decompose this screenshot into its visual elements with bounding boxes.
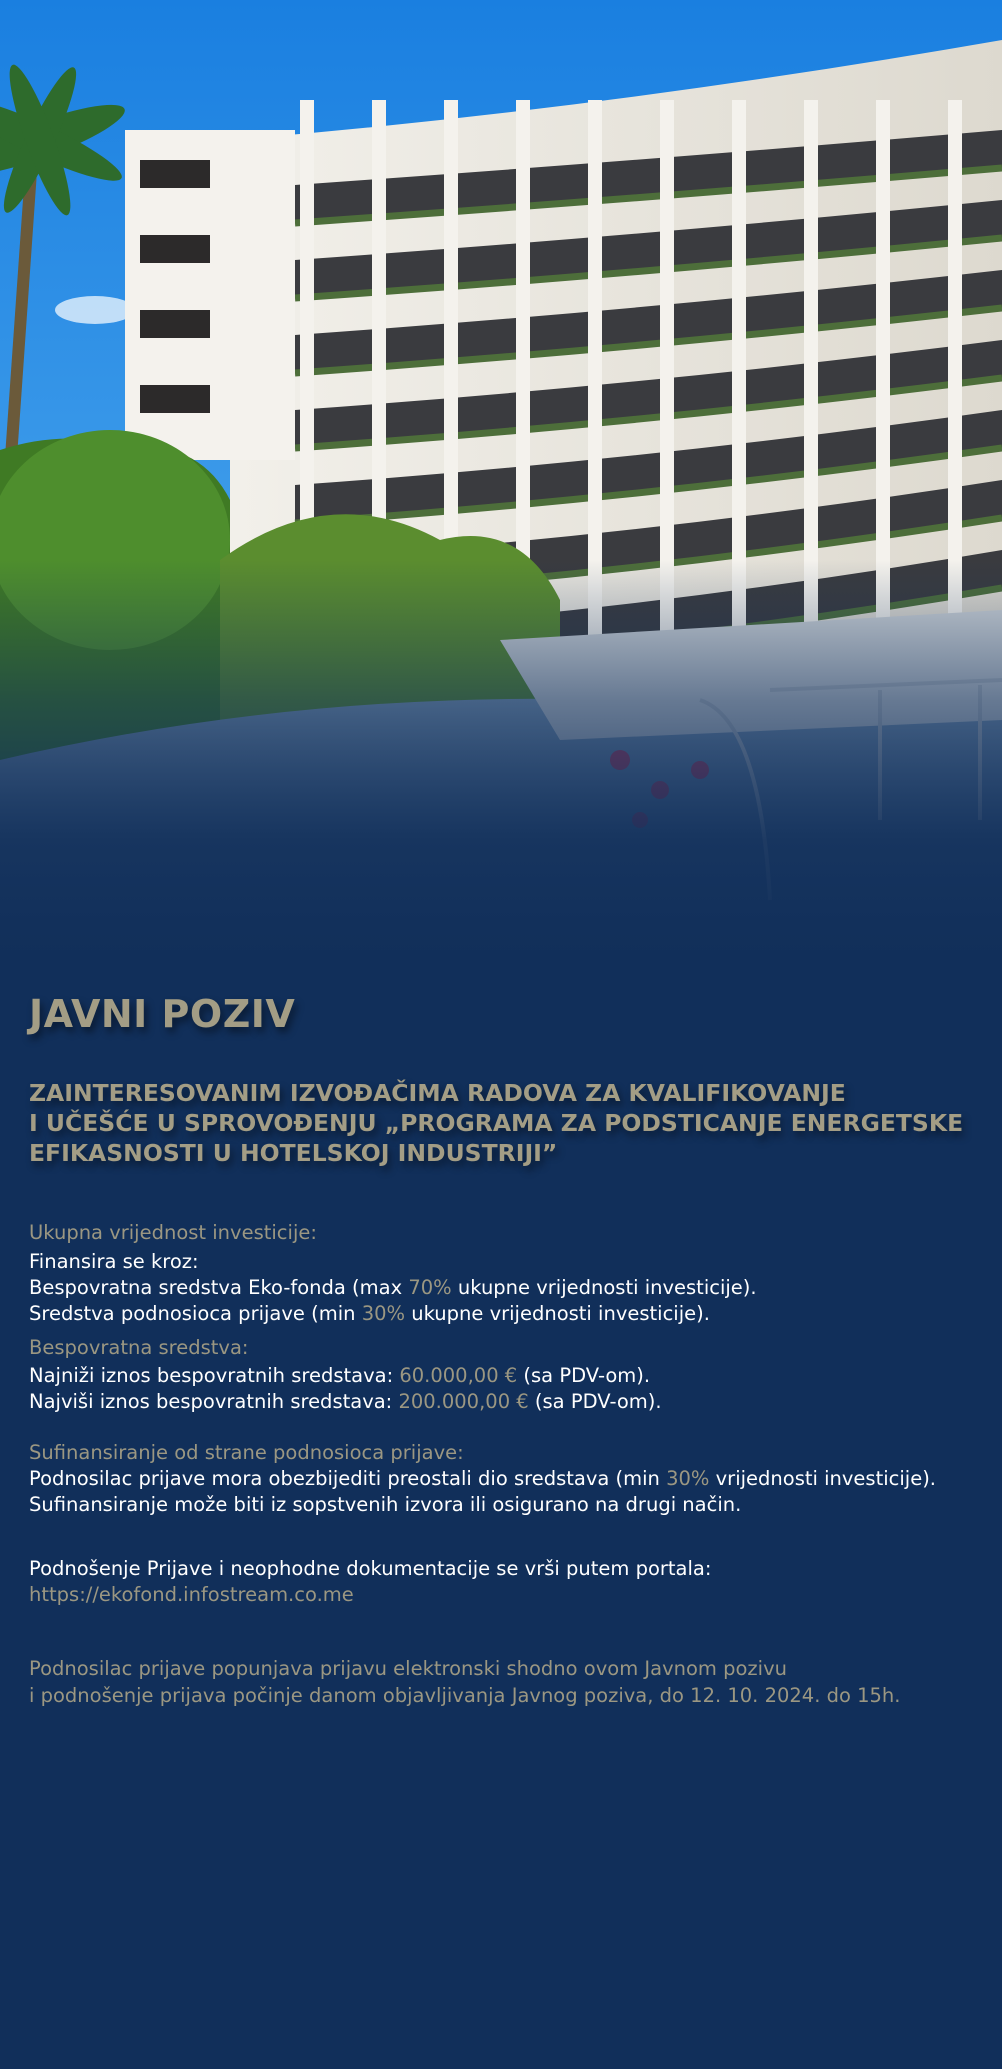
subtitle-line: I UČEŠĆE U SPROVOĐENJU „PROGRAMA ZA PODSTICANJE ENERGETSKE <box>29 1109 964 1137</box>
own-share-text: Sredstva podnosioca prijave (min 30% ukupne vrijednosti investicije). <box>29 1302 710 1325</box>
investment-heading: Ukupna vrijednost investicije: <box>29 1221 317 1244</box>
grant-percent: 70% <box>408 1276 452 1299</box>
page-title: JAVNI POZIV <box>29 992 296 1036</box>
grant-max-text: Najviši iznos bespovratnih sredstava: 200.000,00 € (sa PDV-om). <box>29 1390 662 1413</box>
own-percent: 30% <box>361 1302 406 1325</box>
subtitle-line: EFIKASNOSTI U HOTELSKOJ INDUSTRIJI” <box>29 1139 558 1167</box>
grant-min-value: 60.000,00 € <box>399 1364 518 1387</box>
grants-heading: Bespovratna sredstva: <box>29 1336 249 1359</box>
notice-line: Podnosilac prijave popunjava prijavu elektronski shodno ovom Javnom pozivu <box>29 1657 787 1680</box>
cofinancing-percent: 30% <box>666 1467 710 1490</box>
subtitle-line: ZAINTERESOVANIM IZVOĐAČIMA RADOVA ZA KVALIFIKOVANJE <box>29 1079 846 1107</box>
funded-label: Finansira se kroz: <box>29 1250 199 1273</box>
cofinancing-sources-text: Sufinansiranje može biti iz sopstvenih izvora ili osigurano na drugi način. <box>29 1493 742 1516</box>
cofinancing-heading: Sufinansiranje od strane podnosioca prijave: <box>29 1441 464 1464</box>
cofinancing-text: Podnosilac prijave mora obezbijediti preostali dio sredstava (min 30% vrijednosti investicije). <box>29 1467 937 1490</box>
portal-link[interactable]: https://ekofond.infostream.co.me <box>29 1583 354 1606</box>
hero-fade-overlay <box>0 560 1002 960</box>
announcement-subtitle <box>29 1078 989 1168</box>
grant-min-text: Najniži iznos bespovratnih sredstava: 60.000,00 € (sa PDV-om). <box>29 1364 651 1387</box>
notice-line: i podnošenje prijava počinje danom objavljivanja Javnog poziva, do 12. 10. 2024. do 15h. <box>29 1684 901 1707</box>
submission-text: Podnošenje Prijave i neophodne dokumentacije se vrši putem portala: <box>29 1557 712 1580</box>
grant-max-value: 200.000,00 € <box>398 1390 529 1413</box>
hero-image <box>0 0 1002 960</box>
grant-share-text: Bespovratna sredstva Eko-fonda (max 70% ukupne vrijednosti investicije). <box>29 1276 757 1299</box>
